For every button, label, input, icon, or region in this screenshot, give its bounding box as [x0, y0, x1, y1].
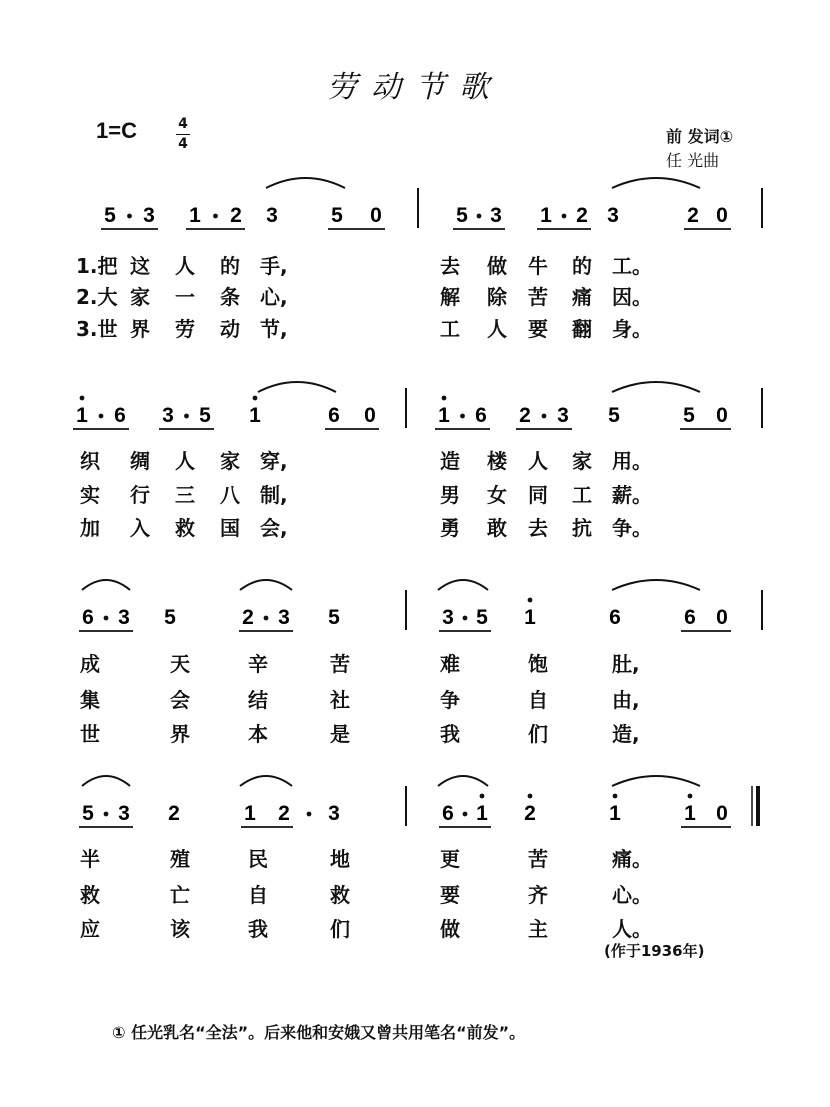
duration-dot [460, 414, 465, 419]
lyric-char: 这 [130, 254, 150, 278]
lyric-char: 实 [80, 483, 100, 507]
lyric-char: 工 [440, 317, 460, 341]
note-digit: 1 [249, 404, 261, 427]
lyric-char: 行 [130, 483, 150, 507]
key-signature: 1=C [96, 118, 137, 143]
lyric-char: 心, [260, 285, 288, 309]
lyric-char: 家 [130, 285, 150, 309]
lyric-char: 加 [80, 516, 100, 540]
lyric-char: 3.世 [76, 317, 118, 341]
composer-credit: 任 光曲 [666, 151, 720, 170]
octave-dot [253, 396, 258, 401]
lyric-char: 主 [528, 917, 548, 941]
lyric-char: 国 [220, 516, 240, 540]
lyric-char: 除 [487, 285, 507, 309]
lyric-char: 人 [175, 254, 195, 278]
tie-arc [612, 178, 700, 188]
octave-dot [688, 794, 693, 799]
lyric-char: 集 [80, 688, 100, 712]
tie-arc [82, 580, 130, 590]
tie-arc [240, 580, 292, 590]
lyric-char: 牛 [528, 254, 548, 278]
lyric-char: 界 [170, 722, 190, 746]
note-digit: 0 [716, 802, 728, 825]
lyric-char: 成 [80, 652, 100, 676]
note-digit: 2 [168, 802, 180, 825]
tie-arc [438, 776, 488, 786]
lyric-char: 条 [220, 285, 240, 309]
note-digit: 3 [118, 802, 130, 825]
lyric-char: 争 [440, 688, 460, 712]
lyric-char: 痛 [572, 285, 592, 309]
lyric-char: 动 [220, 317, 240, 341]
note-digit: 0 [364, 404, 376, 427]
lyric-char: 2.大 [76, 285, 118, 309]
lyric-char: 三 [175, 483, 195, 507]
note-digit: 3 [143, 204, 155, 227]
lyric-char: 救 [330, 883, 350, 907]
lyric-char: 做 [487, 254, 507, 278]
lyric-char: 自 [248, 883, 268, 907]
note-digit: 0 [716, 404, 728, 427]
lyric-char: 女 [487, 483, 507, 507]
lyric-char: 痛。 [612, 847, 652, 871]
octave-dot [80, 396, 85, 401]
duration-dot [104, 616, 109, 621]
note-digit: 1 [476, 802, 488, 825]
note-digit: 0 [716, 204, 728, 227]
note-digit: 3 [557, 404, 569, 427]
lyricist-credit: 前 发词① [666, 127, 734, 146]
duration-dot [477, 214, 482, 219]
tie-arc [258, 382, 336, 392]
tie-arc [612, 580, 700, 590]
lyric-char: 抗 [572, 516, 592, 540]
note-digit: 1 [76, 404, 88, 427]
lyric-char: 半 [80, 847, 100, 871]
lyric-char: 的 [220, 254, 240, 278]
note-digit: 5 [82, 802, 94, 825]
lyric-char: 是 [330, 722, 350, 746]
duration-dot [104, 812, 109, 817]
duration-dot [463, 812, 468, 817]
lyric-char: 世 [80, 722, 100, 746]
note-digit: 5 [476, 606, 488, 629]
lyric-char: 要 [528, 317, 548, 341]
note-digit: 1 [609, 802, 621, 825]
lyric-char: 们 [330, 917, 350, 941]
note-digit: 6 [475, 404, 487, 427]
lyric-char: 我 [248, 917, 268, 941]
duration-dot [99, 414, 104, 419]
duration-dot [264, 616, 269, 621]
lyric-char: 用。 [612, 449, 652, 473]
composed-date: (作于1936年) [604, 942, 705, 960]
lyric-char: 救 [175, 516, 195, 540]
time-signature-bottom: 4 [178, 136, 188, 152]
tie-arc [82, 776, 130, 786]
note-digit: 1 [524, 606, 536, 629]
lyric-char: 身。 [612, 317, 652, 341]
lyric-char: 勇 [440, 516, 460, 540]
note-digit: 5 [199, 404, 211, 427]
duration-dot [184, 414, 189, 419]
note-digit: 5 [328, 606, 340, 629]
note-digit: 3 [490, 204, 502, 227]
lyric-char: 去 [528, 516, 548, 540]
lyric-char: 人 [175, 449, 195, 473]
note-digit: 3 [607, 204, 619, 227]
lyric-char: 穿, [260, 449, 288, 473]
note-digit: 5 [331, 204, 343, 227]
lyric-char: 要 [440, 883, 460, 907]
lyric-char: 民 [248, 847, 268, 871]
lyric-char: 天 [170, 652, 190, 676]
lyric-char: 去 [440, 254, 460, 278]
lyric-char: 劳 [175, 317, 195, 341]
lyric-char: 绸 [130, 449, 150, 473]
note-digit: 3 [278, 606, 290, 629]
note-digit: 6 [82, 606, 94, 629]
note-digit: 2 [278, 802, 290, 825]
lyric-char: 1.把 [76, 254, 118, 278]
lyric-char: 社 [330, 688, 350, 712]
note-digit: 5 [164, 606, 176, 629]
note-digit: 6 [328, 404, 340, 427]
note-digit: 2 [687, 204, 699, 227]
lyric-char: 由, [612, 688, 640, 712]
note-digit: 3 [442, 606, 454, 629]
lyric-char: 地 [330, 847, 350, 871]
note-digit: 5 [456, 204, 468, 227]
tie-arc [612, 382, 700, 392]
lyric-char: 的 [572, 254, 592, 278]
octave-dot [528, 598, 533, 603]
lyric-char: 苦 [528, 847, 548, 871]
lyric-char: 工 [572, 483, 592, 507]
octave-dot [480, 794, 485, 799]
note-digit: 2 [524, 802, 536, 825]
note-digit: 1 [189, 204, 201, 227]
lyric-char: 界 [130, 317, 150, 341]
note-digit: 3 [118, 606, 130, 629]
note-digit: 1 [244, 802, 256, 825]
note-digit: 5 [683, 404, 695, 427]
lyric-char: 难 [440, 652, 460, 676]
note-digit: 1 [684, 802, 696, 825]
lyric-char: 手, [260, 254, 288, 278]
note-digit: 3 [266, 204, 278, 227]
duration-dot [542, 414, 547, 419]
lyric-char: 家 [572, 449, 592, 473]
lyric-char: 造 [440, 449, 460, 473]
note-digit: 5 [104, 204, 116, 227]
note-digit: 2 [242, 606, 254, 629]
lyric-char: 一 [175, 285, 195, 309]
duration-dot [307, 812, 312, 817]
lyric-char: 敢 [487, 516, 507, 540]
octave-dot [528, 794, 533, 799]
note-digit: 3 [328, 802, 340, 825]
tie-arc [240, 776, 292, 786]
note-digit: 6 [684, 606, 696, 629]
lyric-char: 殖 [170, 847, 190, 871]
lyric-char: 织 [80, 449, 100, 473]
lyric-char: 工。 [612, 254, 652, 278]
note-digit: 3 [162, 404, 174, 427]
lyric-char: 本 [248, 722, 268, 746]
lyric-char: 做 [440, 917, 460, 941]
lyric-char: 人 [487, 317, 507, 341]
lyric-char: 八 [220, 483, 240, 507]
tie-arc [612, 776, 700, 786]
note-digit: 6 [114, 404, 126, 427]
lyric-char: 会, [260, 516, 288, 540]
lyric-char: 争。 [612, 516, 652, 540]
lyric-char: 苦 [330, 652, 350, 676]
note-digit: 5 [608, 404, 620, 427]
duration-dot [213, 214, 218, 219]
song-title: 劳动节歌 [327, 70, 503, 105]
lyric-char: 亡 [170, 883, 190, 907]
lyric-char: 应 [80, 917, 100, 941]
lyric-char: 节, [260, 317, 288, 341]
lyric-char: 我 [440, 722, 460, 746]
note-digit: 2 [576, 204, 588, 227]
lyric-char: 制, [260, 483, 288, 507]
octave-dot [442, 396, 447, 401]
lyric-char: 们 [528, 722, 548, 746]
lyric-char: 男 [440, 483, 460, 507]
lyric-char: 肚, [612, 652, 640, 676]
lyric-char: 齐 [528, 883, 548, 907]
lyric-char: 心。 [612, 883, 652, 907]
lyric-char: 辛 [248, 652, 268, 676]
note-digit: 6 [609, 606, 621, 629]
lyric-char: 救 [80, 883, 100, 907]
note-digit: 2 [230, 204, 242, 227]
lyric-char: 造, [612, 722, 640, 746]
footnote: ① 任光乳名“全法”。后来他和安娥又曾共用笔名“前发”。 [112, 1023, 526, 1042]
lyric-char: 解 [440, 285, 460, 309]
note-digit: 1 [540, 204, 552, 227]
lyric-char: 人。 [612, 917, 652, 941]
octave-dot [613, 794, 618, 799]
note-digit: 6 [442, 802, 454, 825]
duration-dot [463, 616, 468, 621]
lyric-char: 薪。 [612, 483, 652, 507]
lyric-char: 自 [528, 688, 548, 712]
lyric-char: 因。 [612, 285, 652, 309]
lyric-char: 苦 [528, 285, 548, 309]
duration-dot [127, 214, 132, 219]
lyric-char: 同 [528, 483, 548, 507]
note-digit: 0 [716, 606, 728, 629]
lyric-char: 更 [440, 847, 460, 871]
lyric-char: 楼 [487, 449, 507, 473]
lyric-char: 会 [170, 688, 190, 712]
lyric-char: 人 [528, 449, 548, 473]
duration-dot [562, 214, 567, 219]
note-digit: 0 [370, 204, 382, 227]
lyric-char: 该 [170, 917, 190, 941]
time-signature-top: 4 [178, 116, 188, 132]
lyric-char: 翻 [572, 317, 592, 341]
lyric-char: 饱 [528, 652, 548, 676]
lyric-char: 入 [130, 516, 150, 540]
tie-arc [438, 580, 488, 590]
note-digit: 1 [438, 404, 450, 427]
note-digit: 2 [519, 404, 531, 427]
lyric-char: 结 [248, 688, 268, 712]
tie-arc [266, 178, 345, 188]
lyric-char: 家 [220, 449, 240, 473]
